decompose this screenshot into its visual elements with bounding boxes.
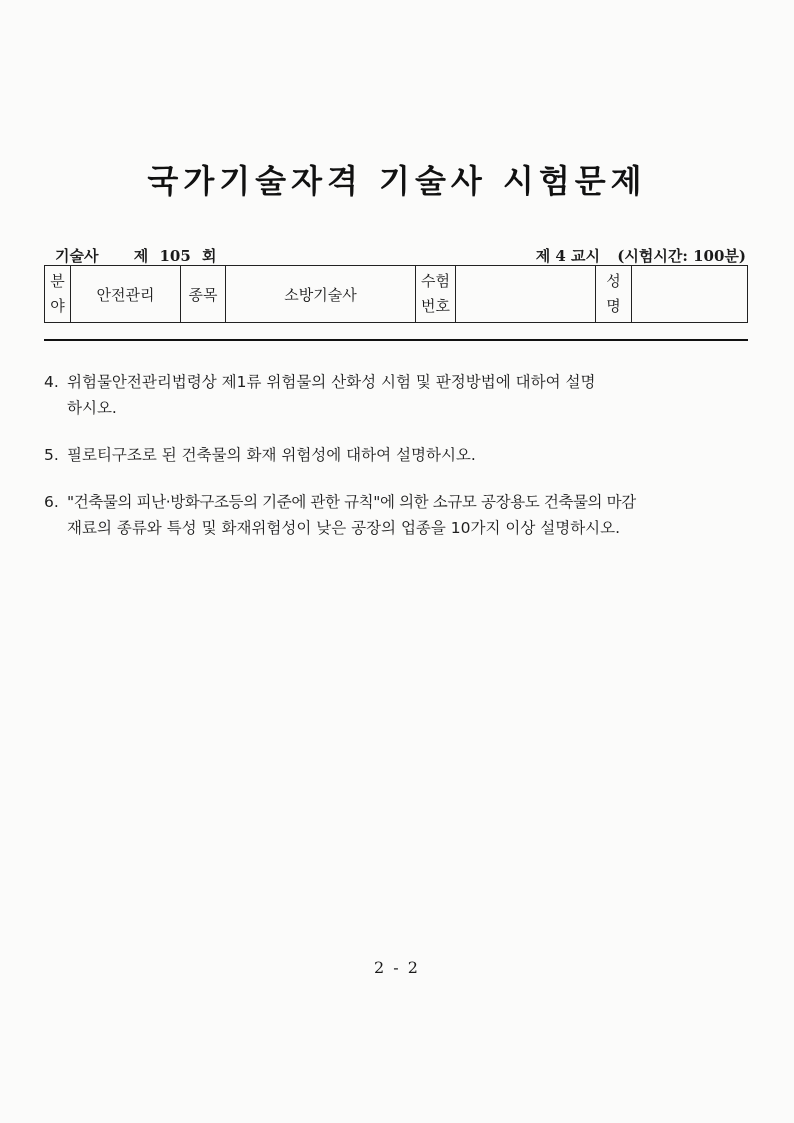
item-value: 소방기술사 bbox=[284, 285, 357, 304]
field-label-bottom: 야 bbox=[50, 297, 65, 315]
session-label: 제 4 교시 bbox=[535, 247, 601, 265]
name-label-bottom: 명 bbox=[606, 297, 621, 315]
question-6 bbox=[44, 489, 764, 541]
round-suffix: 회 bbox=[202, 247, 217, 265]
item-label: 종목 bbox=[188, 285, 218, 304]
exam-no-label-cell bbox=[416, 266, 456, 323]
field-value: 안전관리 bbox=[96, 285, 155, 304]
round-number: 105 bbox=[159, 247, 191, 265]
round-prefix: 제 bbox=[133, 247, 149, 265]
field-label-top: 분 bbox=[50, 272, 65, 290]
header-divider bbox=[44, 339, 748, 341]
page-title: 국가기술자격 기술사 시험문제 bbox=[147, 162, 647, 200]
name-label-cell bbox=[596, 266, 632, 323]
exam-info-table bbox=[44, 265, 748, 323]
question-text-line2: 하시오. bbox=[67, 399, 117, 417]
exam-no-label-bottom: 번호 bbox=[421, 297, 450, 315]
question-text-line1: 위험물안전관리법령상 제1류 위험물의 산화성 시험 및 판정방법에 대하여 설명 bbox=[67, 373, 596, 391]
question-number: 4. bbox=[44, 373, 59, 391]
exam-no-label-top: 수험 bbox=[421, 272, 450, 290]
question-number: 5. bbox=[44, 446, 59, 464]
item-label-cell bbox=[181, 266, 226, 323]
question-4 bbox=[44, 369, 764, 421]
page-number: 2 - 2 bbox=[374, 958, 420, 977]
field-value-cell bbox=[71, 266, 181, 323]
exam-no-value-cell[interactable] bbox=[456, 266, 596, 323]
question-number: 6. bbox=[44, 493, 59, 511]
question-text-line1: 필로티구조로 된 건축물의 화재 위험성에 대하여 설명하시오. bbox=[67, 446, 476, 464]
exam-category: 기술사 bbox=[55, 247, 99, 265]
item-value-cell bbox=[226, 266, 416, 323]
name-value-cell[interactable] bbox=[632, 266, 748, 323]
question-text-line2: 재료의 종류와 특성 및 화재위험성이 낮은 공장의 업종을 10가지 이상 설명하시오. bbox=[67, 519, 621, 537]
question-5 bbox=[44, 442, 764, 468]
exam-session bbox=[536, 245, 746, 266]
exam-category-round bbox=[55, 245, 217, 266]
field-label-cell bbox=[45, 266, 71, 323]
name-label-top: 성 bbox=[606, 272, 621, 290]
duration-label: (시험시간: 100분) bbox=[617, 247, 746, 265]
question-text-line1: "건축물의 피난·방화구조등의 기준에 관한 규칙"에 의한 소규모 공장용도 건축물의 마감 bbox=[67, 493, 636, 511]
